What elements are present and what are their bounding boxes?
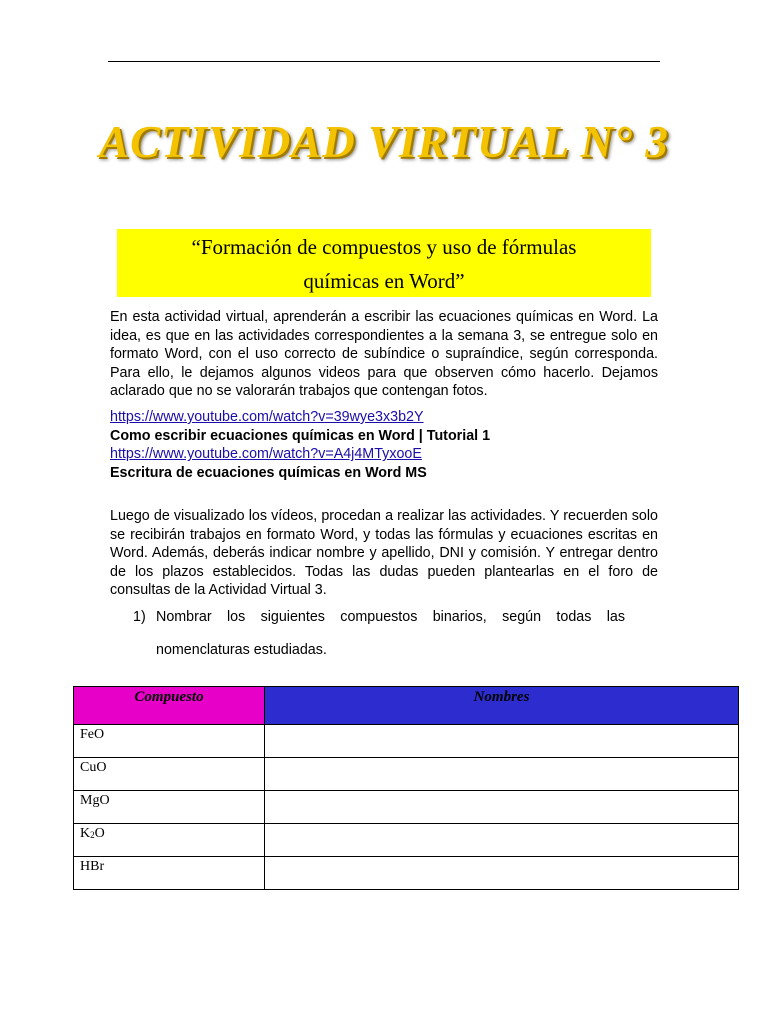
compounds-table xyxy=(73,686,739,890)
compound-cell: FeO xyxy=(74,725,265,758)
name-cell[interactable] xyxy=(265,758,739,791)
name-cell[interactable] xyxy=(265,857,739,890)
name-cell[interactable] xyxy=(265,824,739,857)
compound-cell: MgO xyxy=(74,791,265,824)
question-text-line-1: Nombrar los siguientes compuestos binarios, según todas las xyxy=(156,609,625,625)
table-row xyxy=(74,791,739,824)
video-title-1: Como escribir ecuaciones químicas en Word | Tutorial 1 xyxy=(110,427,491,444)
video-links xyxy=(110,408,670,482)
header-rule xyxy=(108,61,660,62)
question-number: 1) xyxy=(133,609,146,625)
header-compuesto: Compuesto xyxy=(74,687,265,725)
instructions-paragraph: Luego de visualizado los vídeos, procedan a realizar las actividades. Y recuerden solo se recibirán trabajos en formato Word, y todas las fórmulas y ecuaciones escritas en Word. Además, deberás indicar nombre y apellido, DNI y comisión. Y entregar dentro de los plazos establecidos. Todas las dudas pueden plantearlas en el foro de consultas de la Actividad Virtual 3. xyxy=(110,508,658,599)
question-text-line-2: nomenclaturas estudiadas. xyxy=(156,642,327,658)
video-link-1[interactable]: https://www.youtube.com/watch?v=39wye3x3b2Y xyxy=(110,409,424,425)
name-cell[interactable] xyxy=(265,791,739,824)
intro-paragraph: En esta actividad virtual, aprenderán a escribir las ecuaciones químicas en Word. La idea, es que en las actividades correspondientes a la semana 3, se entregue solo en formato Word, con el uso correcto de subíndice o supraíndice, según corresponda. Para ello, le dejamos algunos videos para que observen cómo hacerlo. Dejamos aclarado que no se valorarán trabajos que contengan fotos. xyxy=(110,309,658,400)
compound-cell xyxy=(74,824,265,857)
table-row xyxy=(74,824,739,857)
compound-element: O xyxy=(94,826,105,841)
subtitle-highlight-box xyxy=(117,229,651,297)
compound-subscript: 2 xyxy=(90,830,95,840)
table-row xyxy=(74,758,739,791)
table-row xyxy=(74,857,739,890)
document-title: ACTIVIDAD VIRTUAL N° 3 xyxy=(99,117,669,167)
subtitle-line-1: “Formación de compuestos y uso de fórmulas xyxy=(191,235,577,259)
table-row xyxy=(74,725,739,758)
compound-element: K xyxy=(80,826,91,841)
compound-cell: CuO xyxy=(74,758,265,791)
compound-cell: HBr xyxy=(74,857,265,890)
name-cell[interactable] xyxy=(265,725,739,758)
table-header-row xyxy=(74,687,739,725)
question-1 xyxy=(133,609,625,658)
video-title-2: Escritura de ecuaciones químicas en Word MS xyxy=(110,464,427,481)
subtitle-line-2: químicas en Word” xyxy=(303,269,465,293)
video-link-2[interactable]: https://www.youtube.com/watch?v=A4j4MTyxooE xyxy=(110,446,422,463)
header-nombres: Nombres xyxy=(265,687,739,725)
